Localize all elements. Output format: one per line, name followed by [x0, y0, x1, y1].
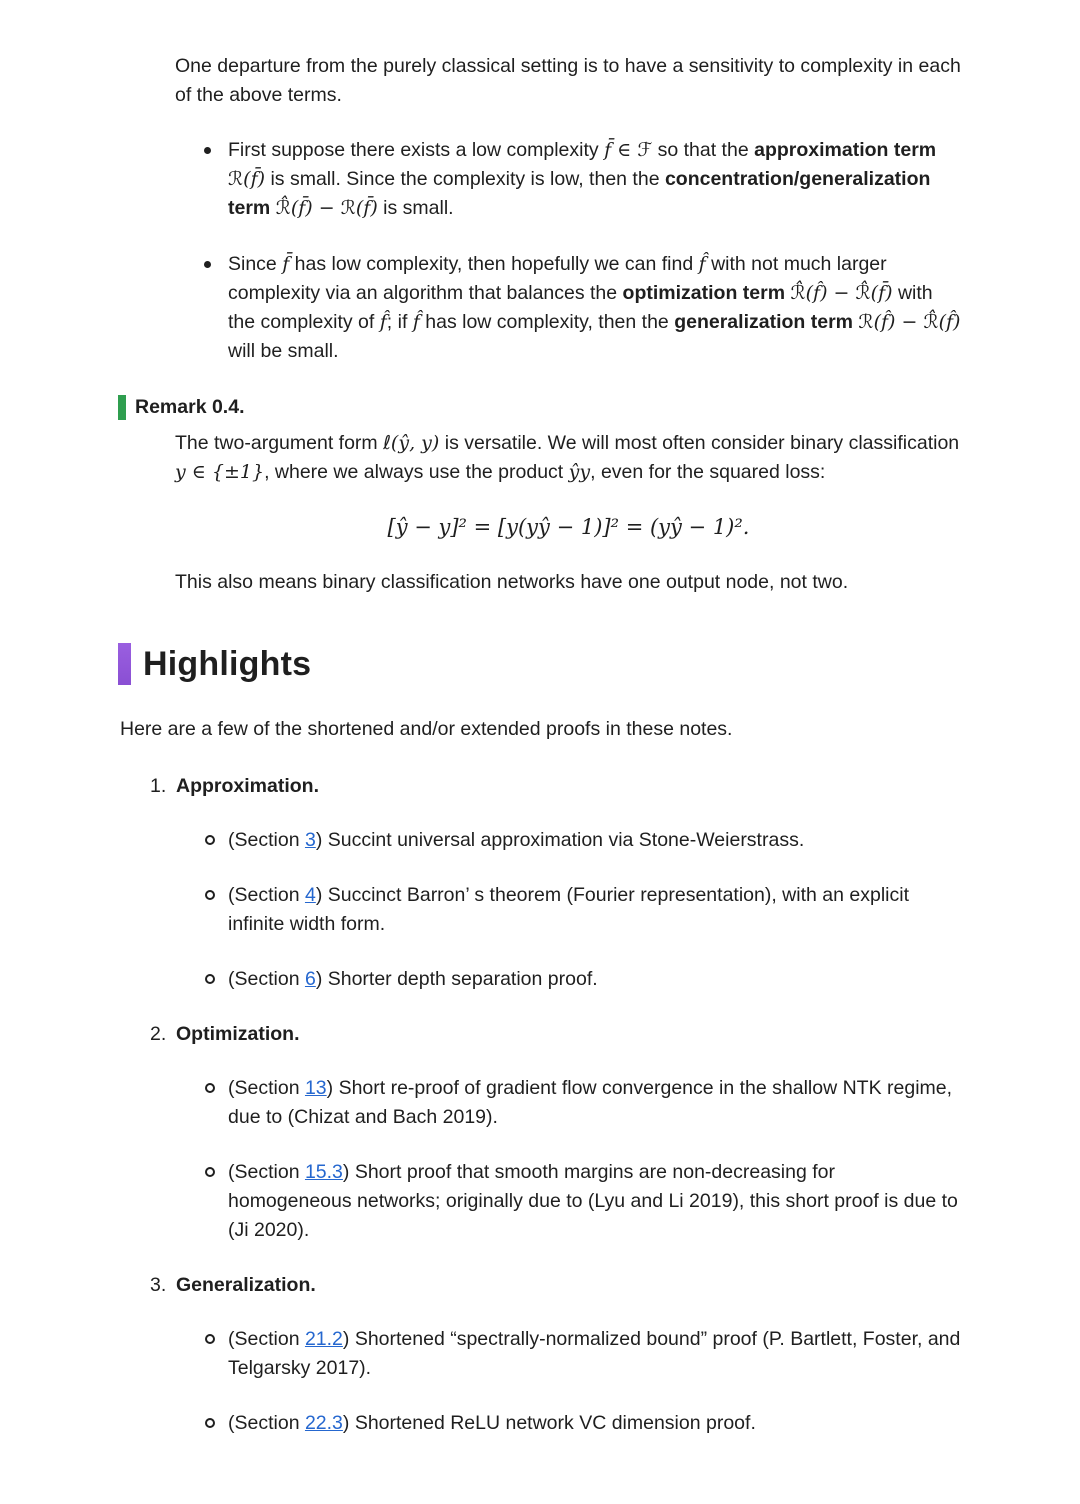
section-link[interactable]: 15.3 — [304, 1161, 343, 1183]
emphasis-text: optimization term — [622, 282, 786, 304]
sub-item-text — [228, 1074, 962, 1132]
text-run: ; if — [386, 311, 413, 333]
math-inline: f̂ — [412, 311, 420, 333]
remark-body — [175, 429, 962, 487]
sub-item-text — [228, 965, 962, 994]
bullet-dot-icon — [204, 147, 211, 154]
math-inline: f̂ — [379, 311, 387, 333]
sub-item — [228, 1074, 962, 1132]
highlights-header — [118, 643, 962, 685]
remark-header — [118, 393, 962, 422]
sub-list — [150, 826, 962, 994]
remark-block — [120, 393, 962, 597]
remark-conclusion: This also means binary classification networks have one output node, not two. — [175, 571, 849, 593]
math-inline: ℛ(f̄) — [228, 168, 266, 190]
text-run: is small. Since the complexity is low, then the — [265, 168, 665, 190]
highlight-item-generalization — [150, 1271, 962, 1438]
bullet-text — [228, 136, 962, 223]
text-run: Since — [228, 253, 283, 275]
circle-bullet-icon — [205, 1083, 215, 1093]
section-link[interactable]: 6 — [304, 968, 316, 990]
circle-bullet-icon — [205, 1334, 215, 1344]
bullet-item-approximation — [228, 136, 962, 223]
text-run: ) Short proof that smooth margins are non-decreasing for homogeneous networks; originally due to (Lyu and Li 2019), this short proof is due to (Ji 2020). — [228, 1161, 958, 1241]
math-inline: f̂ — [698, 253, 706, 275]
section-link[interactable]: 13 — [304, 1077, 327, 1099]
sub-item-text — [228, 1325, 962, 1383]
item-number: 2. — [150, 1023, 167, 1045]
circle-bullet-icon — [205, 835, 215, 845]
highlights-list — [120, 772, 962, 1438]
highlights-lead: Here are a few of the shortened and/or extended proofs in these notes. — [120, 718, 733, 740]
text-run: First suppose there exists a low complexity — [228, 139, 605, 161]
highlight-item-header — [150, 1020, 962, 1049]
equation: [ŷ − y]² = [y(yŷ − 1)]² = (yŷ − 1)². — [387, 515, 750, 539]
text-run: has low complexity, then the — [419, 311, 675, 333]
text-run: will be small. — [228, 340, 339, 362]
text-run: ) Succint universal approximation via Stone-Weierstrass. — [315, 829, 805, 851]
bullet-text — [228, 250, 962, 366]
math-inline: ℛ(f̂) − ℛ̂(f̂) — [858, 311, 961, 333]
item-number: 3. — [150, 1274, 167, 1296]
text-run: (Section — [228, 1412, 305, 1434]
bullet-dot-icon — [204, 261, 211, 268]
remark-title: Remark 0.4. — [135, 396, 245, 418]
sub-item-text — [228, 1409, 962, 1438]
item-label: Optimization. — [176, 1023, 300, 1045]
item-label: Approximation. — [176, 775, 320, 797]
emphasis-text: generalization term — [674, 311, 853, 333]
highlight-item-optimization — [150, 1020, 962, 1245]
text-run: with not much larger complexity via an algorithm that balances the — [228, 253, 887, 304]
circle-bullet-icon — [205, 1418, 215, 1428]
text-run: (Section — [228, 1161, 305, 1183]
text-run: , even for the squared loss: — [590, 461, 826, 483]
section-link[interactable]: 4 — [304, 884, 316, 906]
highlight-item-header — [150, 1271, 962, 1300]
math-inline: f̄ — [282, 253, 290, 275]
item-number: 1. — [150, 775, 167, 797]
sub-item — [228, 881, 962, 939]
emphasis-text: approximation term — [754, 139, 937, 161]
text-run: (Section — [228, 829, 305, 851]
text-run: ) Shorter depth separation proof. — [315, 968, 598, 990]
text-run: The two-argument form — [175, 432, 384, 454]
text-run: (Section — [228, 968, 305, 990]
section-title: Highlights — [143, 645, 312, 683]
sub-list — [150, 1325, 962, 1438]
sub-item-text — [228, 881, 962, 939]
sub-list — [150, 1074, 962, 1245]
math-inline: ℛ̂(f̄) − ℛ(f̄) — [275, 197, 378, 219]
circle-bullet-icon — [205, 1167, 215, 1177]
item-label: Generalization. — [176, 1274, 316, 1296]
circle-bullet-icon — [205, 890, 215, 900]
sub-item — [228, 965, 962, 994]
text-run: ) Succinct Barron’ s theorem (Fourier representation), with an explicit infinite width form. — [228, 884, 909, 935]
section-link[interactable]: 3 — [304, 829, 316, 851]
text-run: is small. — [377, 197, 454, 219]
sub-item — [228, 826, 962, 855]
sub-item — [228, 1158, 962, 1245]
text-run: ) Short re-proof of gradient flow convergence in the shallow NTK regime, due to (Chizat and Bach 2019). — [228, 1077, 953, 1128]
highlight-item-header — [150, 772, 962, 801]
highlights-accent-bar — [118, 643, 131, 685]
text-run: (Section — [228, 1328, 305, 1350]
text-run: (Section — [228, 1077, 305, 1099]
text-run: is versatile. We will most often consider binary classification — [439, 432, 960, 454]
emphasis-text: concentration/generalization term — [228, 168, 931, 219]
bullet-item-optimization — [228, 250, 962, 366]
text-run: ) Shortened “spectrally-normalized bound” proof (P. Bartlett, Foster, and Telgarsky 2017). — [228, 1328, 961, 1379]
sub-item-text — [228, 826, 962, 855]
sub-item-text — [228, 1158, 962, 1245]
sub-item — [228, 1325, 962, 1383]
math-inline: ŷy — [568, 461, 591, 483]
section-link[interactable]: 21.2 — [304, 1328, 343, 1350]
math-inline: ℛ̂(f̂) − ℛ̂(f̄) — [790, 282, 893, 304]
intro-paragraph: One departure from the purely classical setting is to have a sensitivity to complexity in each of the above terms. — [175, 55, 961, 106]
text-run: so that the — [652, 139, 755, 161]
text-run: , where we always use the product — [264, 461, 569, 483]
remark-accent-bar — [118, 395, 126, 420]
text-run: with the complexity of — [228, 282, 933, 333]
text-run: (Section — [228, 884, 305, 906]
math-inline: ℓ(ŷ, y) — [383, 432, 440, 454]
bullet-list — [120, 136, 962, 366]
circle-bullet-icon — [205, 974, 215, 984]
sub-item — [228, 1409, 962, 1438]
text-run: has low complexity, then hopefully we can find — [289, 253, 699, 275]
highlight-item-approximation — [150, 772, 962, 994]
math-inline: f̄ ∈ ℱ — [604, 139, 653, 161]
section-link[interactable]: 22.3 — [304, 1412, 343, 1434]
text-run: ) Shortened ReLU network VC dimension proof. — [342, 1412, 756, 1434]
math-inline: y ∈ {±1} — [175, 461, 265, 483]
